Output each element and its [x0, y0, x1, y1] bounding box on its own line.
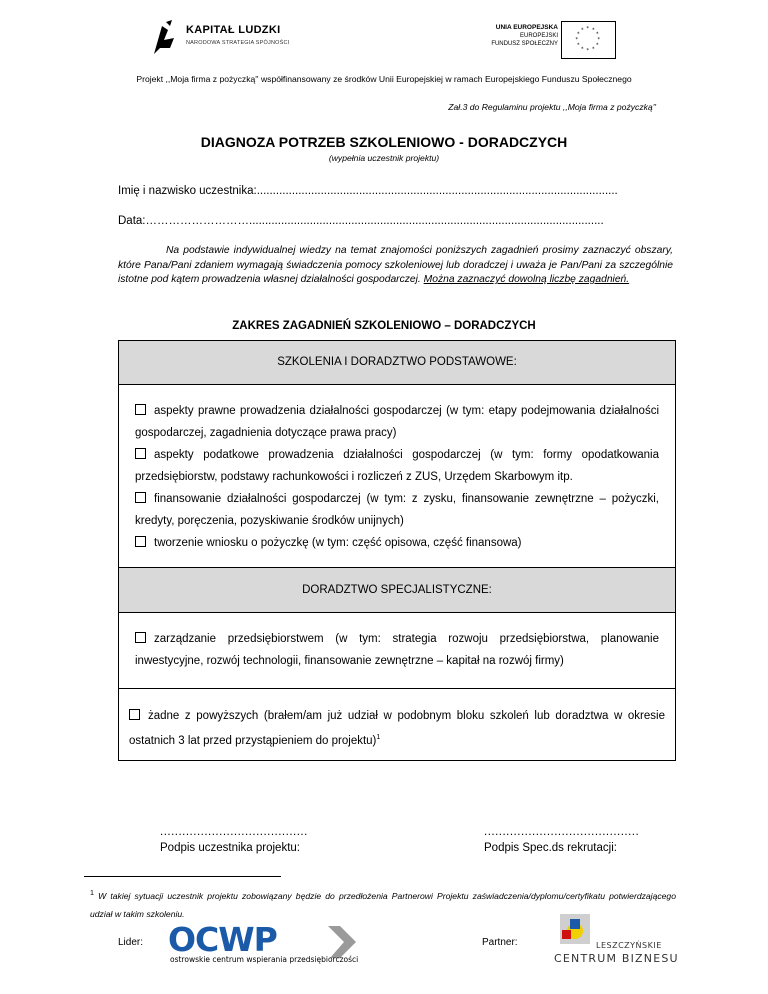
basic-item-loan-application[interactable]: [135, 532, 659, 554]
footnote-ref: 1: [376, 734, 381, 741]
recruiter-signature-label: Podpis Spec.ds rekrutacji:: [484, 842, 617, 854]
item-text: tworzenie wniosku o pożyczkę (w tym: część opisowa, część finansowa): [154, 537, 522, 549]
date-dots: ………………………...............................................................................................................: [145, 215, 604, 227]
project-header-line: Projekt ,,Moja firma z pożyczką'' współfinansowany ze środków Unii Europejskiej w ramach Europejskiego Funduszu Społecznego: [136, 74, 632, 84]
name-field[interactable]: [118, 185, 618, 197]
item-text: zarządzanie przedsiębiorstwem (w tym: strategia rozwoju przedsiębiorstwa, planowanie inwestycyjne, rozwój technologii, finansowanie zewnętrzne – kapitał na rozwój firmy): [135, 633, 659, 667]
kapital-ludzki-name: KAPITAŁ LUDZKI: [186, 24, 281, 36]
checkbox[interactable]: [135, 536, 146, 547]
basic-item-finance[interactable]: [135, 488, 659, 532]
svg-text:*: *: [577, 42, 580, 49]
eu-line1: UNIA EUROPEJSKA: [495, 24, 558, 31]
kapital-ludzki-sub: NARODOWA STRATEGIA SPÓJNOŚCI: [186, 40, 290, 46]
basic-item-tax[interactable]: [135, 444, 659, 488]
none-section-body[interactable]: [119, 689, 675, 752]
svg-text:*: *: [596, 42, 599, 49]
special-item-management[interactable]: [135, 628, 659, 672]
checkbox[interactable]: [135, 492, 146, 503]
svg-text:*: *: [581, 46, 584, 53]
item-text: aspekty prawne prowadzenia działalności gospodarczej (w tym: etapy podejmowania działalności gospodarczej, zagadnienia dotyczące prawa pracy): [135, 405, 659, 439]
lcb-line1: LESZCZYŃSKIE: [596, 941, 662, 950]
lcb-line2: CENTRUM BIZNESU: [554, 952, 679, 965]
recruiter-signature-line: ..........................................: [484, 826, 640, 838]
svg-text:*: *: [592, 27, 595, 34]
basic-section-header: SZKOLENIA I DORADZTWO PODSTAWOWE:: [119, 341, 675, 385]
specialist-section: [118, 567, 676, 689]
kapital-ludzki-logo: [148, 18, 298, 58]
checkbox[interactable]: [135, 448, 146, 459]
name-label: Imię i nazwisko uczestnika:: [118, 185, 257, 197]
participant-signature-label: Podpis uczestnika projektu:: [160, 842, 300, 854]
none-section: [118, 688, 676, 761]
scope-title: ZAKRES ZAGADNIEŃ SZKOLENIOWO – DORADCZYCH: [232, 320, 536, 332]
eu-flag-icon: [561, 21, 616, 59]
ocwp-subtitle: ostrowskie centrum wspierania przedsiębiorczości: [170, 955, 359, 964]
svg-text:*: *: [586, 26, 589, 32]
checkbox[interactable]: [129, 709, 140, 720]
none-text: żadne z powyższych (brałem/am już udział w podobnym bloku szkoleń lub doradztwa w okresie ostatnich 3 lat przed przystąpieniem do projektu): [129, 710, 665, 747]
svg-text:*: *: [575, 37, 578, 43]
basic-section: [118, 340, 676, 568]
svg-text:*: *: [581, 27, 584, 34]
date-field[interactable]: [118, 215, 604, 227]
eu-line3: FUNDUSZ SPOŁECZNY: [491, 41, 558, 47]
page-title: DIAGNOZA POTRZEB SZKOLENIOWO - DORADCZYCH: [200, 134, 568, 150]
checkbox[interactable]: [135, 632, 146, 643]
page-subtitle: (wypełnia uczestnik projektu): [328, 153, 440, 163]
footnote-divider: [84, 876, 281, 877]
participant-signature-line: ........................................: [160, 826, 308, 838]
svg-text:*: *: [577, 31, 580, 38]
specialist-section-header: DORADZTWO SPECJALISTYCZNE:: [119, 568, 675, 613]
svg-text:*: *: [592, 46, 595, 53]
date-label: Data:: [118, 215, 146, 227]
leader-label: Lider:: [118, 937, 144, 948]
participant-signature: [160, 826, 308, 854]
lcb-logo: [552, 914, 679, 970]
svg-text:*: *: [597, 37, 600, 43]
item-text: finansowanie działalności gospodarczej (w tym: z zysku, finansowanie zewnętrzne – pożyczki, kredyty, poręczenia, pozyskiwanie środków unijnych): [135, 493, 659, 527]
svg-text:*: *: [596, 31, 599, 38]
ocwp-wordmark: OCWP: [168, 920, 277, 959]
intro-text: Na podstawie indywidualnej wiedzy na temat znajomości poniższych zagadnień prosimy zaznaczyć obszary, które Pana/Pani zdaniem wymagają świadczenia pomocy szkoleniowej lub doradczej i uważa je Pan/Pani za szczególnie istotne pod kątem prowadzenia własnej działalności gospodarczej.: [118, 245, 673, 285]
basic-section-body: [119, 385, 675, 554]
eu-line2: EUROPEJSKI: [519, 33, 558, 39]
item-text: aspekty podatkowe prowadzenia działalności gospodarczej (w tym: formy opodatkowania przedsiębiorstw, podstawy rachunkowości i rozliczeń z ZUS, Urzędem Skarbowym itp.: [135, 449, 659, 483]
intro-paragraph: [118, 244, 673, 288]
checkbox[interactable]: [135, 404, 146, 415]
recruiter-signature: [484, 826, 639, 854]
footnote-number: 1: [90, 889, 94, 897]
svg-text:*: *: [586, 48, 589, 54]
attachment-note: Zał.3 do Regulaminu projektu ,,Moja firma z pożyczką'': [448, 102, 656, 112]
name-dots: .................................................................................................................: [256, 185, 618, 197]
eu-text: [480, 24, 558, 48]
kapital-ludzki-emblem-icon: [148, 18, 182, 58]
ocwp-logo: [168, 922, 358, 964]
intro-underlined: Można zaznaczyć dowolną liczbę zagadnień.: [423, 274, 630, 285]
footnote-text: W takiej sytuacji uczestnik projektu zobowiązany będzie do przedłożenia Partnerowi Projektu zaświadczenia/dyplomu/certyfikatu potwierdzającego udział w takim szkoleniu.: [90, 890, 676, 919]
partner-label: Partner:: [482, 937, 518, 948]
specialist-section-body: [119, 613, 675, 672]
basic-item-legal[interactable]: [135, 400, 659, 444]
